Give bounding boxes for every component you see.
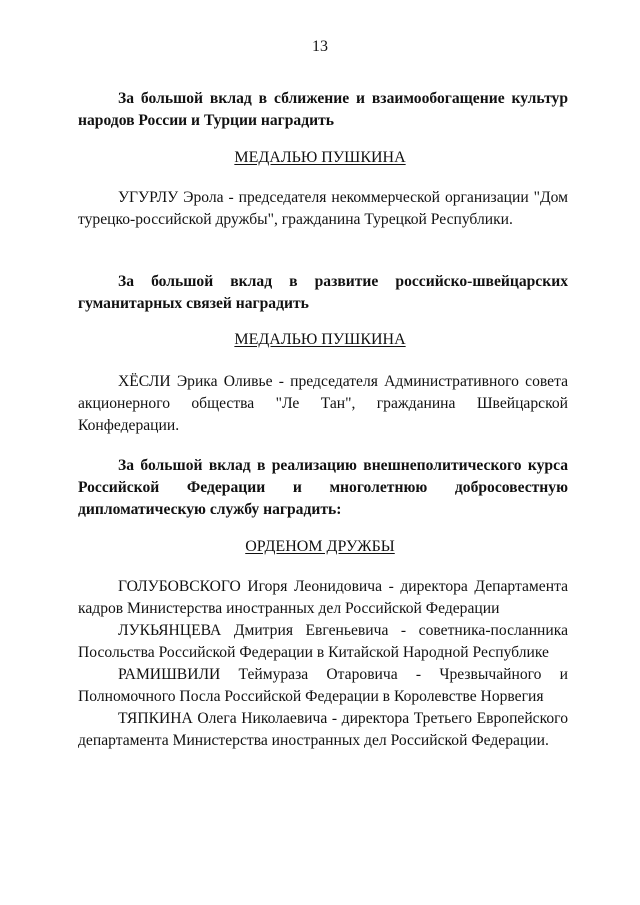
award-heading-pushkin-medal-1: МЕДАЛЬЮ ПУШКИНА xyxy=(234,149,406,166)
recipient-hesli: ХЁСЛИ Эрика Оливье - председателя Административного совета акционерного общества "Ле Тан", гражданина Швейцарской Конфедерации. xyxy=(78,373,568,434)
award-heading-pushkin-medal-2: МЕДАЛЬЮ ПУШКИНА xyxy=(234,331,406,348)
award-reason-3: За большой вклад в реализацию внешнеполитического курса Российской Федерации и многолетнюю добросовестную дипломатическую службу наградить: xyxy=(78,457,568,518)
recipient-lukyantsev: ЛУКЬЯНЦЕВА Дмитрия Евгеньевича - советника-посланника Посольства Российской Федерации в Китайской Народной Республике xyxy=(78,622,568,661)
recipient-tyapkin: ТЯПКИНА Олега Николаевича - директора Третьего Европейского департамента Министерства иностранных дел Российской Федерации. xyxy=(78,710,568,749)
award-heading-order-of-friendship: ОРДЕНОМ ДРУЖБЫ xyxy=(245,538,395,555)
recipient-ramishvili: РАМИШВИЛИ Теймураза Отаровича - Чрезвычайного и Полномочного Посла Российской Федерации в Королевстве Норвегия xyxy=(78,666,568,705)
award-reason-2: За большой вклад в развитие российско-швейцарских гуманитарных связей наградить xyxy=(78,273,568,312)
recipient-ugurlu: УГУРЛУ Эрола - председателя некоммерческой организации "Дом турецко-российской дружбы", гражданина Турецкой Республики. xyxy=(78,189,568,228)
recipient-list xyxy=(78,576,568,752)
award-reason-1: За большой вклад в сближение и взаимообогащение культур народов России и Турции наградить xyxy=(78,90,568,129)
page-number: 13 xyxy=(312,38,328,55)
recipient-golubovsky: ГОЛУБОВСКОГО Игоря Леонидовича - директора Департамента кадров Министерства иностранных дел Российской Федерации xyxy=(78,578,568,617)
